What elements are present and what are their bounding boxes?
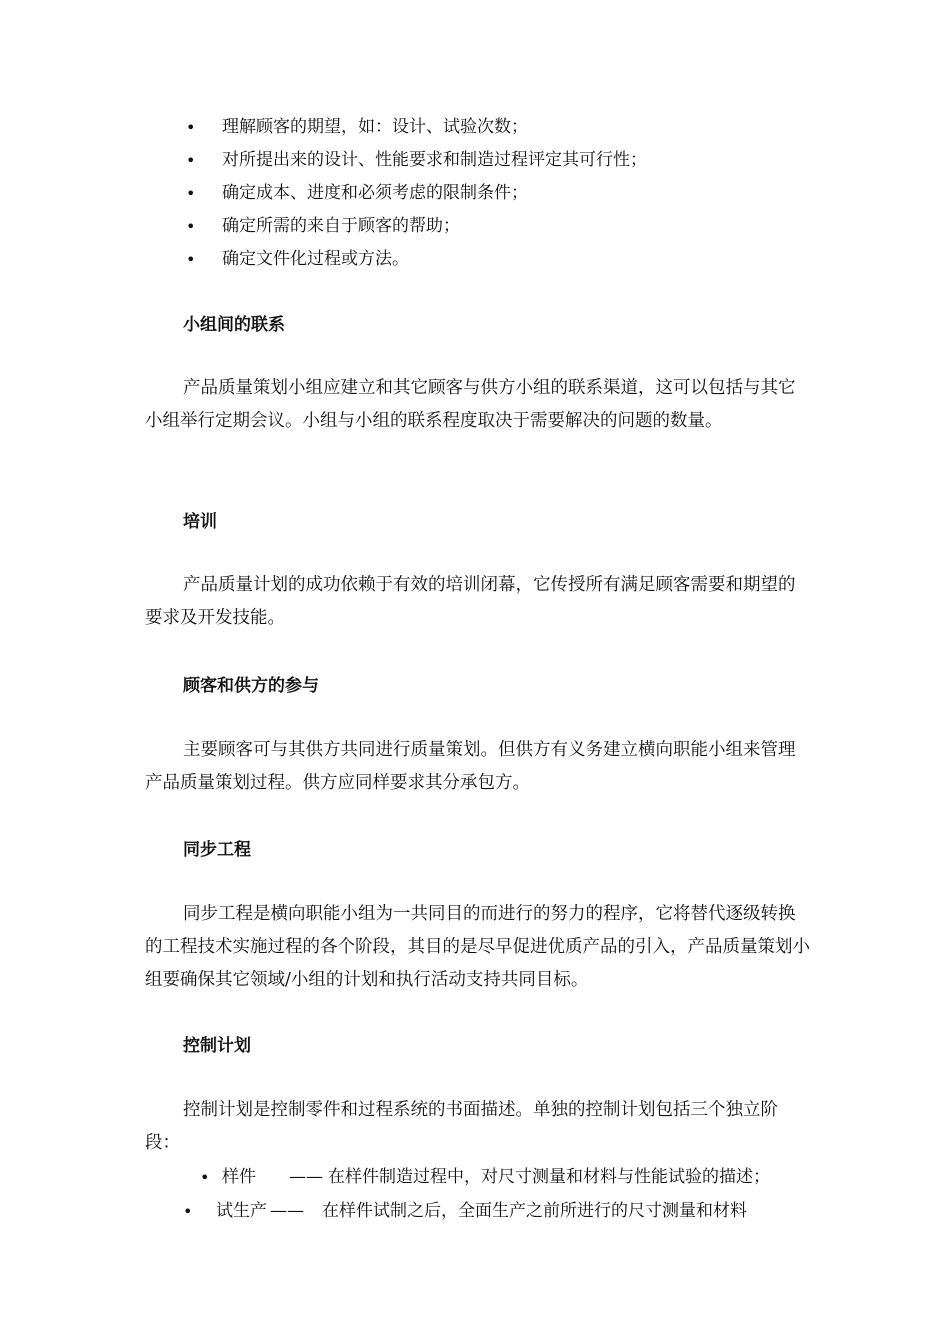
phase-dash: —— (270, 1201, 304, 1221)
phase-dash: —— (289, 1167, 323, 1187)
section-paragraph: 主要顾客可与其供方共同进行质量策划。但供方有义务建立横向职能小组来管理产品质量策划过程。供方应同样要求其分承包方。 (145, 740, 796, 793)
section-heading: 小组间的联系 (183, 315, 285, 335)
bullet-glyph: • (200, 1168, 210, 1187)
section-heading: 同步工程 (183, 840, 251, 860)
phase-description: 在样件试制之后，全面生产之前所进行的尺寸测量和材料 (322, 1201, 747, 1221)
bullet-item: 理解顾客的期望，如：设计、试验次数； (222, 117, 528, 137)
bullet-glyph: • (183, 1202, 193, 1221)
bullet-glyph: • (186, 184, 196, 203)
bullet-item: 确定所需的来自于顾客的帮助； (222, 216, 460, 236)
section-paragraph: 控制计划是控制零件和过程系统的书面描述。单独的控制计划包括三个独立阶段： (145, 1100, 778, 1153)
phase-name: 试生产 (216, 1201, 267, 1221)
bullet-glyph: • (186, 217, 196, 236)
section-heading: 顾客和供方的参与 (183, 676, 319, 696)
phase-description: 在样件制造过程中，对尺寸测量和材料与性能试验的描述； (328, 1167, 770, 1187)
section-paragraph: 同步工程是横向职能小组为一共同目的而进行的努力的程序，它将替代逐级转换的工程技术实施过程的各个阶段，其目的是尽早促进优质产品的引入，产品质量策划小组要确保其它领域/小组的计划和执行活动支持共同目标。 (145, 904, 810, 990)
bullet-glyph: • (186, 118, 196, 137)
section-heading: 控制计划 (183, 1036, 251, 1056)
bullet-item: 确定文件化过程或方法。 (222, 249, 409, 269)
section-paragraph: 产品质量策划小组应建立和其它顾客与供方小组的联系渠道，这可以包括与其它小组举行定期会议。小组与小组的联系程度取决于需要解决的问题的数量。 (145, 378, 796, 431)
bullet-glyph: • (186, 250, 196, 269)
bullet-item: 对所提出来的设计、性能要求和制造过程评定其可行性； (222, 150, 647, 170)
bullet-item: 确定成本、进度和必须考虑的限制条件； (222, 183, 528, 203)
phase-name: 样件 (222, 1167, 256, 1187)
bullet-glyph: • (186, 151, 196, 170)
section-paragraph: 产品质量计划的成功依赖于有效的培训闭幕，它传授所有满足顾客需要和期望的要求及开发技能。 (145, 575, 796, 628)
section-heading: 培训 (183, 512, 217, 532)
